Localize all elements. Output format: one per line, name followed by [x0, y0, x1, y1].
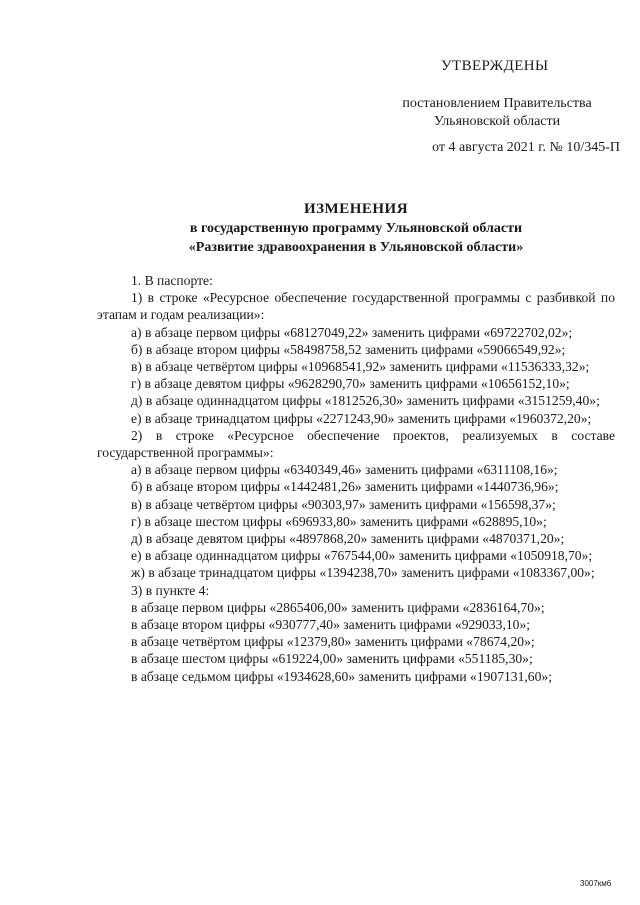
- paragraph: в) в абзаце четвёртом цифры «90303,97» заменить цифрами «156598,37»;: [131, 496, 556, 512]
- approved-by-line-1: постановлением Правительства: [402, 96, 592, 111]
- paragraph: ж) в абзаце тринадцатом цифры «1394238,70» заменить цифрами «1083367,00»;: [131, 565, 595, 581]
- paragraph: 1. В паспорте:: [131, 273, 213, 288]
- paragraph: е) в абзаце одиннадцатом цифры «767544,00» заменить цифрами «1050918,70»;: [131, 548, 593, 564]
- paragraph: 3) в пункте 4:: [131, 582, 210, 598]
- paragraph: г) в абзаце девятом цифры «9628290,70» заменить цифрами «10656152,10»;: [131, 376, 570, 392]
- approved-label: УТВЕРЖДЕНЫ: [441, 58, 549, 74]
- title-line-3: «Развитие здравоохранения в Ульяновской области»: [188, 240, 524, 255]
- paragraph: 1) в строке «Ресурсное обеспечение государственной программы с разбивкой по этапам и годам реализации»:: [97, 290, 615, 323]
- paragraph: в абзаце четвёртом цифры «12379,80» заменить цифрами «78674,20»;: [131, 634, 535, 650]
- title-line-1: ИЗМЕНЕНИЯ: [303, 201, 409, 217]
- paragraph: б) в абзаце втором цифры «1442481,26» заменить цифрами «1440736,96»;: [131, 479, 559, 495]
- paragraph: в абзаце втором цифры «930777,40» заменить цифрами «929033,10»;: [131, 617, 531, 633]
- document-body: [97, 272, 615, 685]
- paragraph: е) в абзаце тринадцатом цифры «2271243,90» заменить цифрами «1960372,20»;: [131, 410, 592, 426]
- paragraph: д) в абзаце одиннадцатом цифры «1812526,30» заменить цифрами «3151259,40»;: [131, 393, 600, 409]
- paragraph: б) в абзаце втором цифры «58498758,52 заменить цифрами «59066549,92»;: [131, 341, 566, 357]
- paragraph: а) в абзаце первом цифры «68127049,22» заменить цифрами «69722702,02»;: [131, 324, 573, 340]
- title-line-2: в государственную программу Ульяновской области: [189, 221, 523, 236]
- paragraph: в) в абзаце четвёртом цифры «10968541,92» заменить цифрами «11536333,32»;: [131, 359, 590, 375]
- paragraph: а) в абзаце первом цифры «6340349,46» заменить цифрами «6311108,16»;: [131, 462, 558, 478]
- approved-by-line-2: Ульяновской области: [433, 114, 561, 129]
- paragraph: г) в абзаце шестом цифры «696933,80» заменить цифрами «628895,10»;: [131, 513, 547, 529]
- paragraph: д) в абзаце девятом цифры «4897868,20» заменить цифрами «4870371,20»;: [131, 531, 565, 547]
- approved-by: [372, 95, 622, 131]
- paragraph: в абзаце седьмом цифры «1934628,60» заменить цифрами «1907131,60»;: [131, 668, 552, 684]
- approval-date: от 4 августа 2021 г. № 10/345-П: [432, 140, 620, 155]
- paragraph: 2) в строке «Ресурсное обеспечение проектов, реализуемых в составе государственной программы»:: [97, 427, 615, 461]
- paragraph: в абзаце шестом цифры «619224,00» заменить цифрами «551185,30»;: [131, 651, 533, 667]
- document-title: [96, 200, 616, 257]
- footer-code: 3007км6: [580, 879, 612, 888]
- paragraph: в абзаце первом цифры «2865406,00» заменить цифрами «2836164,70»;: [131, 599, 545, 615]
